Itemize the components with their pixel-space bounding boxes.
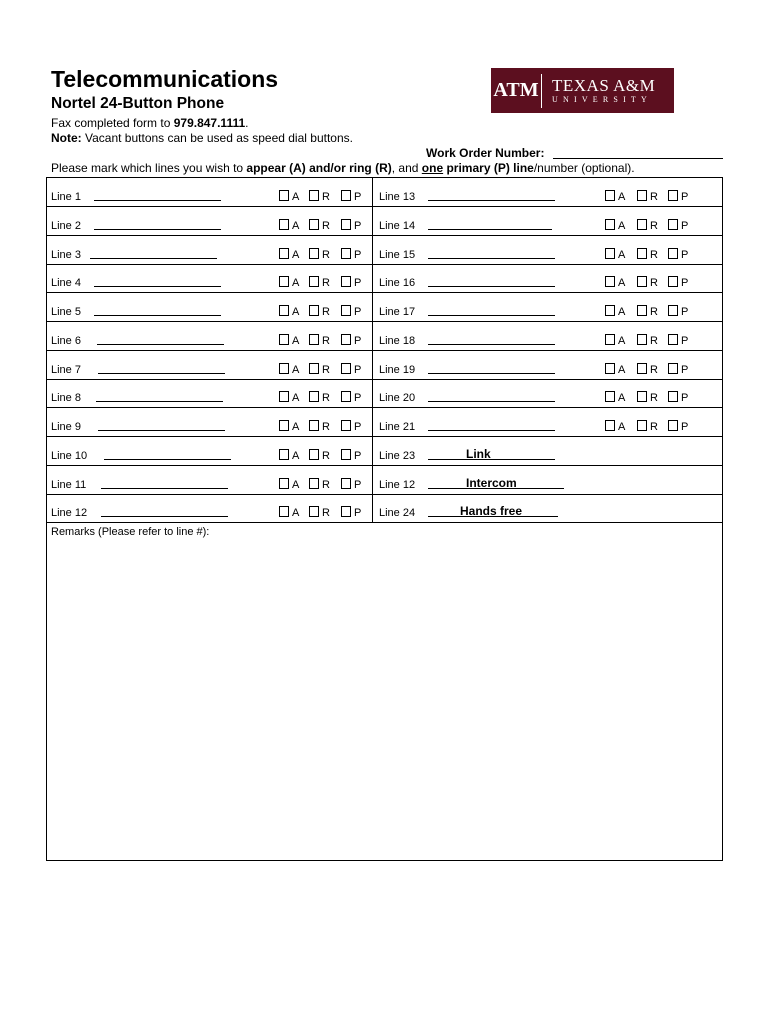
line-label: Line 14 [379,219,416,232]
option-checkbox-p[interactable] [341,363,351,374]
option-label-a: A [292,306,300,318]
option-label-a: A [292,248,300,261]
preset-line-name: Intercom [466,475,517,490]
line-label: Line 8 [51,392,81,405]
line-label: Line 4 [51,277,81,290]
option-label-p: P [681,277,689,290]
note [51,131,353,145]
line-row [47,322,722,351]
option-checkbox-a[interactable] [279,190,289,201]
option-label-p: P [354,421,362,433]
line-row [47,264,722,293]
option-label-r: R [650,248,658,261]
option-label-r: R [322,363,330,376]
line-label: Line 7 [51,363,81,376]
option-checkbox-a[interactable] [279,478,289,489]
option-label-p: P [681,421,689,433]
line-label: Line 6 [51,334,81,347]
option-label-r: R [650,334,658,347]
line-label: Line 10 [51,449,88,462]
line-label: Line 21 [379,421,416,433]
option-label-p: P [681,219,689,232]
line-label: Line 3 [51,248,81,261]
option-label-r: R [650,363,658,376]
option-label-a: A [618,219,626,232]
option-checkbox-r[interactable] [309,190,319,201]
option-label-a: A [618,306,626,318]
line-name-field[interactable] [94,315,221,316]
instr-p2: , and [391,161,422,175]
option-checkbox-a[interactable] [605,219,615,230]
logo-wordmark [552,77,655,105]
line-row [47,293,722,322]
option-label-r: R [322,248,330,261]
form-title: Telecommunications [51,66,279,92]
option-checkbox-p[interactable] [668,190,678,201]
line-row [47,466,722,495]
option-label-r: R [650,219,658,232]
option-label-p: P [681,248,689,261]
option-label-p: P [681,334,689,347]
option-checkbox-p[interactable] [341,248,351,259]
option-checkbox-a[interactable] [605,276,615,287]
option-label-p: P [681,363,689,376]
option-checkbox-r[interactable] [637,305,647,316]
option-label-r: R [322,219,330,232]
option-label-p: P [681,392,689,405]
line-row [47,207,722,236]
option-checkbox-r[interactable] [309,334,319,345]
instr-u1: one [421,161,444,175]
line-label: Line 9 [51,421,81,433]
line-name-field[interactable] [101,488,228,489]
line-label: Line 24 [379,507,416,520]
option-checkbox-r[interactable] [637,190,647,201]
option-label-a: A [618,191,626,203]
option-checkbox-r[interactable] [309,276,319,287]
option-checkbox-a[interactable] [279,506,289,517]
option-checkbox-p[interactable] [341,190,351,201]
option-checkbox-a[interactable] [279,276,289,287]
option-checkbox-p[interactable] [668,248,678,259]
option-label-r: R [650,306,658,318]
line-name-field[interactable] [428,200,555,201]
option-checkbox-r[interactable] [309,248,319,259]
option-label-p: P [681,191,689,203]
option-label-r: R [650,277,658,290]
line-label: Line 18 [379,334,416,347]
note-label: Note: [51,131,82,145]
option-label-a: A [618,334,626,347]
line-label: Line 19 [379,363,416,376]
fax-prefix: Fax completed form to [51,116,174,130]
option-label-p: P [354,191,362,203]
option-checkbox-r[interactable] [309,506,319,517]
option-checkbox-a[interactable] [279,363,289,374]
option-label-r: R [322,478,330,491]
option-checkbox-a[interactable] [605,391,615,402]
option-label-a: A [618,392,626,405]
line-name-field[interactable] [94,200,221,201]
line-name-field[interactable] [98,373,225,374]
line-name-field[interactable] [428,459,555,460]
option-checkbox-r[interactable] [309,449,319,460]
line-label: Line 12 [51,507,88,520]
option-checkbox-r[interactable] [637,363,647,374]
option-label-a: A [292,219,300,232]
line-label: Line 13 [379,191,416,203]
instructions [51,161,635,175]
option-checkbox-p[interactable] [341,305,351,316]
option-checkbox-p[interactable] [341,449,351,460]
option-checkbox-p[interactable] [341,506,351,517]
option-label-r: R [322,421,330,433]
option-checkbox-p[interactable] [668,334,678,345]
line-label: Line 20 [379,392,416,405]
line-name-field[interactable] [428,286,555,287]
line-row [47,351,722,380]
instr-p3: /number (optional). [533,161,635,175]
option-label-p: P [354,449,362,462]
note-text: Vacant buttons can be used as speed dial buttons. [81,131,353,145]
form-subtitle: Nortel 24-Button Phone [51,95,225,112]
option-checkbox-r[interactable] [309,305,319,316]
option-checkbox-a[interactable] [605,248,615,259]
option-checkbox-r[interactable] [637,276,647,287]
fax-suffix: . [245,116,249,130]
line-name-field[interactable] [428,315,555,316]
option-label-a: A [618,277,626,290]
option-label-p: P [354,478,362,491]
option-checkbox-p[interactable] [341,420,351,431]
line-label: Line 15 [379,248,416,261]
option-checkbox-r[interactable] [637,391,647,402]
option-checkbox-p[interactable] [341,219,351,230]
texas-am-logo [491,68,674,113]
fax-number: 979.847.1111 [173,116,246,130]
line-row [47,379,722,408]
line-row [47,408,722,437]
line-label: Line 11 [51,478,87,491]
line-label: Line 2 [51,219,81,232]
option-label-p: P [354,507,362,520]
line-label: Line 1 [51,191,81,203]
option-checkbox-p[interactable] [668,276,678,287]
line-label: Line 16 [379,277,416,290]
option-checkbox-r[interactable] [309,391,319,402]
line-name-field[interactable] [428,258,555,259]
preset-line-name: Hands free [460,504,523,519]
option-label-a: A [618,363,626,376]
option-label-a: A [292,191,300,203]
line-name-field[interactable] [428,401,555,402]
work-order-field[interactable] [553,158,723,159]
line-label: Line 23 [379,449,416,462]
option-checkbox-r[interactable] [637,219,647,230]
option-checkbox-a[interactable] [605,305,615,316]
option-label-p: P [354,277,362,290]
option-checkbox-p[interactable] [668,391,678,402]
option-checkbox-a[interactable] [605,420,615,431]
option-checkbox-a[interactable] [605,190,615,201]
remarks-label: Remarks (Please refer to line #): [51,526,210,538]
line-row [47,178,722,207]
option-label-r: R [322,392,330,405]
option-checkbox-p[interactable] [341,276,351,287]
line-name-field[interactable] [104,459,231,460]
option-checkbox-r[interactable] [309,420,319,431]
line-row [47,236,722,265]
option-label-a: A [292,478,300,491]
lines-table [46,177,723,861]
option-label-a: A [292,449,300,462]
option-label-a: A [292,507,300,520]
option-checkbox-a[interactable] [279,449,289,460]
work-order-label: Work Order Number: [426,146,545,160]
option-label-p: P [681,306,689,318]
option-label-a: A [292,363,300,376]
line-name-field[interactable] [94,229,221,230]
option-label-a: A [292,334,300,347]
option-checkbox-a[interactable] [279,334,289,345]
option-checkbox-p[interactable] [668,305,678,316]
fax-instruction [51,116,248,130]
instr-b2: primary (P) line [443,161,534,175]
option-label-r: R [650,392,658,405]
line-name-field[interactable] [428,373,555,374]
option-label-r: R [322,277,330,290]
option-label-a: A [618,248,626,261]
option-label-a: A [292,277,300,290]
option-label-a: A [618,421,626,433]
option-checkbox-a[interactable] [605,363,615,374]
option-label-r: R [322,191,330,203]
option-label-r: R [322,334,330,347]
line-name-field[interactable] [428,229,552,230]
option-checkbox-a[interactable] [279,305,289,316]
line-name-field[interactable] [428,430,555,431]
option-label-p: P [354,248,362,261]
option-checkbox-p[interactable] [668,363,678,374]
instr-b1: appear (A) and/or ring (R) [246,161,392,175]
preset-line-name: Link [466,446,491,461]
option-checkbox-r[interactable] [309,478,319,489]
logo-line1: TEXAS A&M [552,75,656,95]
line-label: Line 12 [379,478,416,491]
option-checkbox-a[interactable] [279,248,289,259]
atm-logo-mark: ATM [497,74,542,108]
option-label-p: P [354,363,362,376]
line-name-field[interactable] [101,516,228,517]
line-label: Line 17 [379,306,416,318]
option-checkbox-p[interactable] [341,478,351,489]
line-name-field[interactable] [96,401,223,402]
option-checkbox-a[interactable] [279,420,289,431]
option-checkbox-r[interactable] [637,248,647,259]
logo-line2: UNIVERSITY [552,94,652,104]
line-name-field[interactable] [90,258,217,259]
line-row [47,437,722,466]
option-checkbox-p[interactable] [668,420,678,431]
option-checkbox-p[interactable] [341,391,351,402]
option-label-p: P [354,392,362,405]
instr-p1: Please mark which lines you wish to [51,161,247,175]
option-label-r: R [650,421,658,433]
option-checkbox-r[interactable] [637,334,647,345]
option-checkbox-r[interactable] [309,363,319,374]
option-label-r: R [322,507,330,520]
option-label-r: R [650,191,658,203]
option-label-r: R [322,306,330,318]
option-checkbox-a[interactable] [605,334,615,345]
option-checkbox-a[interactable] [279,391,289,402]
option-checkbox-a[interactable] [279,219,289,230]
option-checkbox-p[interactable] [341,334,351,345]
line-name-field[interactable] [428,344,555,345]
line-label: Line 5 [51,306,81,318]
line-name-field[interactable] [97,344,224,345]
line-name-field[interactable] [94,286,221,287]
option-label-p: P [354,334,362,347]
option-label-a: A [292,421,300,433]
line-name-field[interactable] [98,430,225,431]
option-checkbox-p[interactable] [668,219,678,230]
option-label-p: P [354,219,362,232]
line-row [47,494,722,523]
option-label-a: A [292,392,300,405]
option-label-p: P [354,306,362,318]
option-checkbox-r[interactable] [309,219,319,230]
option-checkbox-r[interactable] [637,420,647,431]
option-label-r: R [322,449,330,462]
